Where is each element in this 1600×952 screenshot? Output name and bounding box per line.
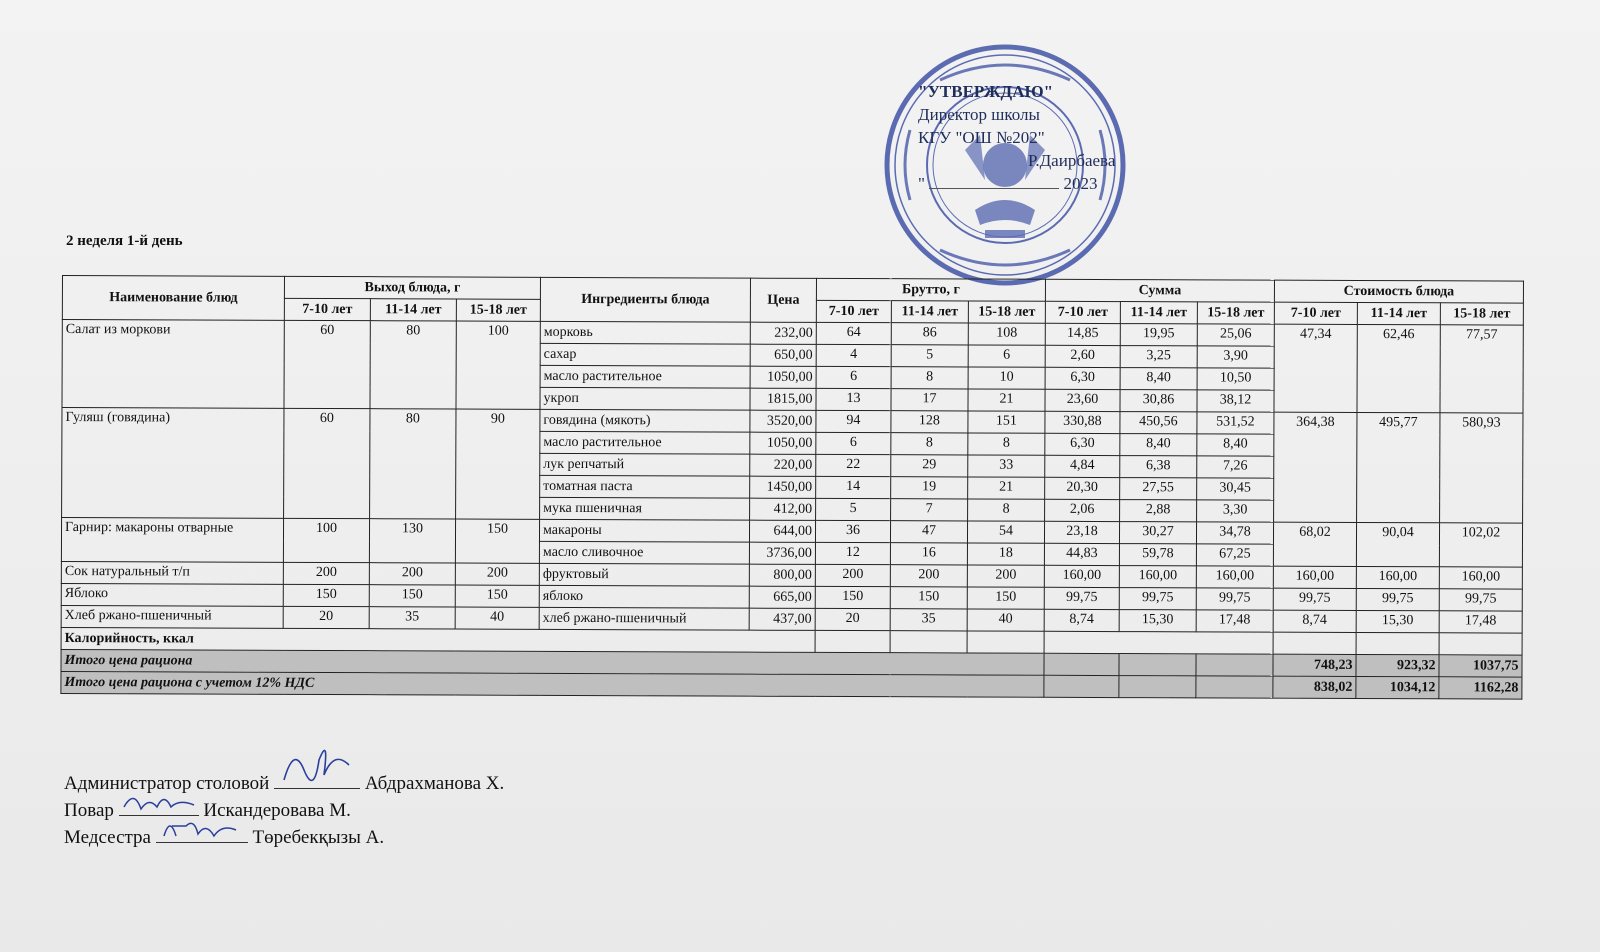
gross-age1: 12 [815, 542, 890, 564]
gross-age2: 19 [891, 477, 968, 499]
header-output-age3: 15-18 лет [456, 299, 540, 321]
sum-age1: 6,30 [1045, 367, 1120, 389]
dish-output-age1: 60 [284, 408, 370, 518]
dish-output-age1: 200 [283, 562, 369, 584]
gross-age2: 29 [891, 455, 968, 477]
sum-age3: 10,50 [1197, 368, 1274, 390]
dish-cost-age2: 99,75 [1356, 588, 1439, 610]
dish-output-age3: 90 [456, 409, 540, 519]
header-sum: Сумма [1045, 279, 1274, 302]
ingredient-price: 3736,00 [749, 542, 815, 564]
sum-age3: 3,90 [1197, 346, 1274, 368]
signature-role: Администратор столовой [64, 773, 270, 794]
sum-age3: 7,26 [1197, 456, 1274, 478]
dish-output-age3: 100 [456, 321, 540, 409]
dish-cost-age2: 62,46 [1357, 324, 1440, 412]
gross-age3: 40 [967, 609, 1044, 631]
total-empty [1119, 654, 1196, 676]
gross-age1: 36 [815, 520, 890, 542]
gross-age2: 86 [891, 323, 968, 345]
gross-age1: 94 [816, 410, 891, 432]
dish-cost-age1: 68,02 [1273, 522, 1356, 566]
dish-cost-age3: 102,02 [1439, 523, 1522, 567]
signature-line-nurse [64, 824, 504, 851]
dish-output-age2: 150 [369, 585, 455, 607]
calories-cell [815, 630, 890, 652]
dish-cost-age1: 160,00 [1273, 566, 1356, 588]
gross-age3: 10 [968, 367, 1045, 389]
signature-person: Искандеровава М. [203, 800, 351, 821]
sum-age3: 25,06 [1197, 324, 1274, 346]
sum-age2: 19,95 [1120, 324, 1197, 346]
approval-title: "УТВЕРЖДАЮ" [918, 82, 1054, 101]
dish-name: Гуляш (говядина) [62, 408, 284, 519]
gross-age3: 150 [967, 587, 1044, 609]
ingredient-name: лук репчатый [540, 453, 750, 476]
gross-age3: 18 [967, 543, 1044, 565]
ingredient-price: 437,00 [749, 608, 815, 630]
ingredient-price: 644,00 [749, 520, 815, 542]
handwritten-signature [274, 788, 360, 789]
dish-output-age1: 100 [283, 518, 369, 562]
sum-age1: 20,30 [1045, 477, 1120, 499]
ingredient-name: морковь [540, 321, 750, 344]
header-ingredients: Ингредиенты блюда [540, 277, 750, 322]
dish-name: Гарнир: макароны отварные [61, 518, 283, 563]
dish-output-age3: 150 [455, 519, 539, 563]
gross-age1: 14 [816, 476, 891, 498]
header-sum-age2: 11-14 лет [1120, 302, 1197, 324]
ingredient-name: укроп [540, 387, 750, 410]
signature-line-cook [64, 797, 504, 824]
ingredient-price: 1815,00 [750, 388, 816, 410]
dish-cost-age2: 15,30 [1356, 610, 1439, 632]
total-empty [1044, 653, 1119, 675]
sum-age3: 160,00 [1196, 566, 1273, 588]
ingredient-price: 220,00 [750, 454, 816, 476]
sum-age2: 30,86 [1120, 390, 1197, 412]
sum-age1: 2,06 [1045, 499, 1120, 521]
ingredient-name: макароны [539, 519, 749, 542]
header-output: Выход блюда, г [284, 276, 540, 299]
sum-age2: 30,27 [1119, 522, 1196, 544]
dish-cost-age2: 90,04 [1356, 522, 1439, 566]
header-gross-age2: 11-14 лет [891, 301, 968, 323]
gross-age1: 4 [816, 344, 891, 366]
calories-cell [1044, 631, 1273, 654]
total-empty [1044, 675, 1119, 697]
header-cost: Стоимость блюда [1274, 280, 1523, 303]
approval-year: 2023 [1063, 174, 1098, 193]
gross-age3: 151 [968, 411, 1045, 433]
total-vat-row [61, 671, 1522, 699]
calories-cell [1273, 632, 1356, 654]
dish-name: Хлеб ржано-пшеничный [61, 605, 283, 628]
dish-output-age2: 80 [370, 409, 456, 519]
gross-age2: 8 [891, 433, 968, 455]
sum-age1: 160,00 [1044, 565, 1119, 587]
sum-age1: 330,88 [1045, 411, 1120, 433]
total-empty [1196, 654, 1273, 676]
dish-output-age1: 60 [284, 320, 370, 408]
sum-age2: 8,40 [1120, 434, 1197, 456]
ingredient-price: 232,00 [750, 322, 816, 344]
menu-table [60, 275, 1524, 700]
approval-date-quote: " [918, 174, 925, 193]
sum-age3: 38,12 [1197, 390, 1274, 412]
sum-age1: 23,18 [1044, 521, 1119, 543]
gross-age2: 128 [891, 411, 968, 433]
total-label: Итого цена рациона [61, 649, 1044, 675]
header-output-age2: 11-14 лет [370, 299, 456, 321]
sum-age3: 99,75 [1196, 588, 1273, 610]
sum-age3: 531,52 [1197, 412, 1274, 434]
approval-position: Директор школы [918, 105, 1040, 124]
header-price: Цена [750, 278, 816, 322]
sum-age2: 27,55 [1120, 478, 1197, 500]
table-row [62, 408, 1523, 436]
header-cost-age1: 7-10 лет [1274, 302, 1357, 324]
total-vat-label: Итого цена рациона с учетом 12% НДС [61, 671, 1044, 697]
sum-age3: 34,78 [1196, 522, 1273, 544]
gross-age3: 8 [968, 499, 1045, 521]
ingredient-price: 3520,00 [750, 410, 816, 432]
ingredient-name: масло растительное [540, 365, 750, 388]
ingredient-name: хлеб ржано-пшеничный [539, 607, 749, 630]
ingredient-price: 1050,00 [750, 432, 816, 454]
dish-cost-age3: 160,00 [1439, 567, 1522, 589]
gross-age1: 6 [816, 366, 891, 388]
ingredient-name: масло растительное [540, 431, 750, 454]
calories-cell [967, 631, 1044, 653]
approval-date [918, 172, 1115, 195]
gross-age2: 5 [891, 345, 968, 367]
sum-age1: 99,75 [1044, 587, 1119, 609]
signatures-block [64, 770, 504, 851]
total-empty [1119, 676, 1196, 698]
gross-age2: 35 [890, 609, 967, 631]
sum-age3: 17,48 [1196, 610, 1273, 632]
gross-age2: 7 [891, 499, 968, 521]
header-gross-age3: 15-18 лет [968, 301, 1045, 323]
sum-age3: 8,40 [1197, 434, 1274, 456]
sum-age1: 14,85 [1045, 323, 1120, 345]
signature-role: Медсестра [64, 827, 151, 848]
sum-age3: 30,45 [1197, 478, 1274, 500]
gross-age3: 33 [968, 455, 1045, 477]
ingredient-price: 1050,00 [750, 366, 816, 388]
gross-age1: 6 [816, 432, 891, 454]
ingredient-name: томатная паста [540, 475, 750, 498]
signature-person: Абдрахманова Х. [364, 773, 505, 794]
signature-role: Повар [64, 800, 114, 821]
dish-cost-age3: 17,48 [1439, 611, 1522, 633]
signature-person: Төребекқызы А. [252, 827, 385, 848]
sum-age1: 8,74 [1044, 609, 1119, 631]
header-sum-age3: 15-18 лет [1197, 302, 1274, 324]
ingredient-name: мука пшеничная [540, 497, 750, 520]
sum-age2: 2,88 [1120, 500, 1197, 522]
dish-cost-age1: 8,74 [1273, 610, 1356, 632]
ingredient-price: 800,00 [749, 564, 815, 586]
gross-age1: 5 [816, 498, 891, 520]
gross-age1: 20 [815, 608, 890, 630]
gross-age3: 8 [968, 433, 1045, 455]
gross-age3: 200 [967, 565, 1044, 587]
total-vat-age2: 1034,12 [1356, 676, 1439, 698]
header-gross: Брутто, г [816, 278, 1045, 301]
total-vat-age1: 838,02 [1273, 676, 1356, 698]
table-row [61, 518, 1522, 546]
calories-cell [1439, 633, 1522, 655]
dish-name: Салат из моркови [62, 320, 284, 409]
gross-age3: 6 [968, 345, 1045, 367]
gross-age2: 150 [890, 587, 967, 609]
approval-signer: Р.Даирбаева [1028, 151, 1116, 170]
dish-cost-age3: 580,93 [1440, 413, 1523, 523]
dish-output-age2: 80 [370, 321, 456, 409]
header-cost-age2: 11-14 лет [1357, 302, 1440, 324]
sum-age2: 450,56 [1120, 412, 1197, 434]
ingredient-name: масло сливочное [539, 541, 749, 564]
ingredient-name: сахар [540, 343, 750, 366]
sum-age2: 59,78 [1119, 544, 1196, 566]
ingredient-price: 412,00 [750, 498, 816, 520]
gross-age1: 64 [816, 322, 891, 344]
menu-sheet [60, 275, 1524, 700]
ingredient-name: говядина (мякоть) [540, 409, 750, 432]
calories-cell [1356, 632, 1439, 654]
total-age2: 923,32 [1356, 654, 1439, 676]
gross-age1: 150 [815, 586, 890, 608]
gross-age2: 8 [891, 367, 968, 389]
sum-age1: 23,60 [1045, 389, 1120, 411]
sum-age2: 160,00 [1119, 566, 1196, 588]
day-title: 2 неделя 1-й день [66, 233, 183, 249]
gross-age2: 47 [890, 521, 967, 543]
dish-output-age1: 150 [283, 584, 369, 606]
total-age3: 1037,75 [1439, 655, 1522, 677]
total-age1: 748,23 [1273, 654, 1356, 676]
dish-cost-age1: 47,34 [1274, 324, 1357, 412]
handwritten-signature [156, 842, 248, 843]
sum-age2: 15,30 [1119, 610, 1196, 632]
dish-output-age2: 200 [369, 563, 455, 585]
gross-age1: 22 [816, 454, 891, 476]
dish-output-age2: 130 [369, 519, 455, 563]
gross-age3: 21 [968, 389, 1045, 411]
dish-output-age3: 40 [455, 607, 539, 629]
ingredient-price: 1450,00 [750, 476, 816, 498]
approval-block [918, 80, 1115, 195]
sum-age3: 3,30 [1197, 500, 1274, 522]
gross-age2: 16 [890, 543, 967, 565]
sum-age2: 3,25 [1120, 346, 1197, 368]
sum-age2: 8,40 [1120, 368, 1197, 390]
calories-cell [890, 631, 967, 653]
gross-age3: 21 [968, 477, 1045, 499]
total-vat-age3: 1162,28 [1439, 677, 1522, 699]
approval-date-blank [929, 188, 1059, 189]
gross-age3: 108 [968, 323, 1045, 345]
sum-age1: 4,84 [1045, 455, 1120, 477]
header-output-age1: 7-10 лет [284, 298, 370, 320]
header-sum-age1: 7-10 лет [1045, 301, 1120, 323]
dish-output-age2: 35 [369, 607, 455, 629]
gross-age1: 13 [816, 388, 891, 410]
total-empty [1196, 676, 1273, 698]
menu-body [61, 320, 1523, 700]
header-dish: Наименование блюд [62, 276, 284, 321]
ingredient-name: фруктовый [539, 563, 749, 586]
approval-organization: КГУ "ОШ №202" [918, 128, 1045, 147]
header-gross-age1: 7-10 лет [816, 300, 891, 322]
dish-output-age3: 150 [455, 585, 539, 607]
sum-age2: 6,38 [1120, 456, 1197, 478]
dish-name: Сок натуральный т/п [61, 561, 283, 584]
dish-cost-age1: 99,75 [1273, 588, 1356, 610]
gross-age2: 200 [890, 565, 967, 587]
sum-age2: 99,75 [1119, 588, 1196, 610]
dish-cost-age2: 160,00 [1356, 566, 1439, 588]
sum-age1: 6,30 [1045, 433, 1120, 455]
dish-cost-age1: 364,38 [1274, 412, 1357, 522]
header-cost-age3: 15-18 лет [1440, 303, 1523, 325]
dish-output-age3: 200 [455, 563, 539, 585]
dish-cost-age3: 99,75 [1439, 589, 1522, 611]
dish-name: Яблоко [61, 583, 283, 606]
table-row [62, 320, 1523, 348]
ingredient-name: яблоко [539, 585, 749, 608]
gross-age3: 54 [967, 521, 1044, 543]
dish-cost-age2: 495,77 [1357, 412, 1440, 522]
dish-cost-age3: 77,57 [1440, 325, 1523, 413]
gross-age2: 17 [891, 389, 968, 411]
gross-age1: 200 [815, 564, 890, 586]
sum-age3: 67,25 [1196, 544, 1273, 566]
sum-age1: 2,60 [1045, 345, 1120, 367]
calories-label: Калорийность, ккал [61, 627, 815, 652]
ingredient-price: 665,00 [749, 586, 815, 608]
ingredient-price: 650,00 [750, 344, 816, 366]
dish-output-age1: 20 [283, 606, 369, 628]
sum-age1: 44,83 [1044, 543, 1119, 565]
